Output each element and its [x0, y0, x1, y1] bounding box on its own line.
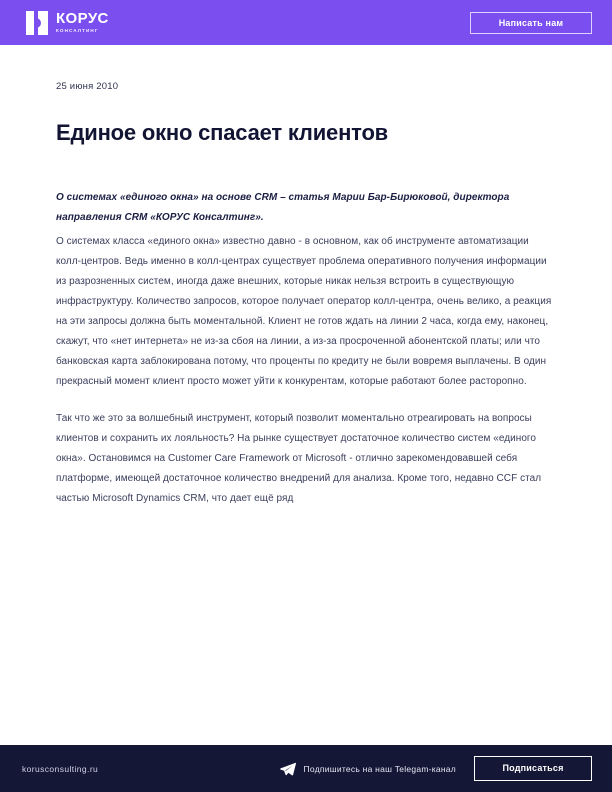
brand-wordmark	[56, 11, 109, 33]
footer-telegram-label: Подпишитесь на наш Telegam-канал	[303, 763, 456, 774]
write-to-us-button[interactable]: Написать нам	[470, 12, 592, 34]
article-lead: О системах «единого окна» на основе CRM – статья Марии Бар-Бирюковой, директора направления CRM «КОРУС Консалтинг».	[56, 192, 510, 224]
article-content	[0, 45, 612, 745]
site-header	[0, 0, 612, 45]
site-footer	[0, 745, 612, 792]
article-date: 25 июня 2010	[56, 81, 119, 92]
brand-subtitle: КОНСАЛТИНГ	[56, 27, 99, 33]
footer-website-link[interactable]: korusconsulting.ru	[22, 763, 99, 774]
korus-logo-icon	[26, 11, 48, 35]
footer-telegram-block[interactable]	[280, 762, 456, 776]
brand-name: КОРУС	[56, 10, 109, 28]
logo-notch	[34, 18, 41, 28]
brand-logo[interactable]	[26, 11, 109, 35]
telegram-icon	[280, 762, 296, 776]
page-title: Единое окно спасает клиентов	[56, 120, 389, 145]
article-paragraph: О системах класса «единого окна» известно давно - в основном, как об инструменте автоматизации колл-центров. Ведь именно в колл-центрах существует проблема оперативного получения информации из разрозненных систем, иногда даже внешних, которые никак нельзя встроить в существующую инфраструктуру. Количество запросов, которое получает оператор колл-центра, очень велико, а реакция на эти запросы должна быть моментальной. Клиент не готов ждать на линии 2 часа, когда ему, наконец, скажут, что «нет интернета» не из-за сбоя на линии, а из-за просроченной абонентской платы; или что банковская карта заблокирована потому, что проценты по кредиту не были вовремя выплачены. В один прекрасный момент клиент просто может уйти к конкурентам, которые работают более расторопно.	[56, 236, 552, 388]
article-paragraph: Так что же это за волшебный инструмент, который позволит моментально отреагировать на вопросы клиентов и сохранить их лояльность? На рынке существует достаточное количество систем «единого окна». Остановимся на Customer Care Framework от Microsoft - отлично зарекомендовавшей себя платформе, имеющей достаточное количество внедрений для анализа. Кроме того, недавно CCF стал частью Microsoft Dynamics CRM, что дает ещё ряд	[56, 413, 542, 505]
subscribe-button[interactable]: Подписаться	[474, 756, 592, 781]
logo-bar-left	[26, 11, 34, 35]
